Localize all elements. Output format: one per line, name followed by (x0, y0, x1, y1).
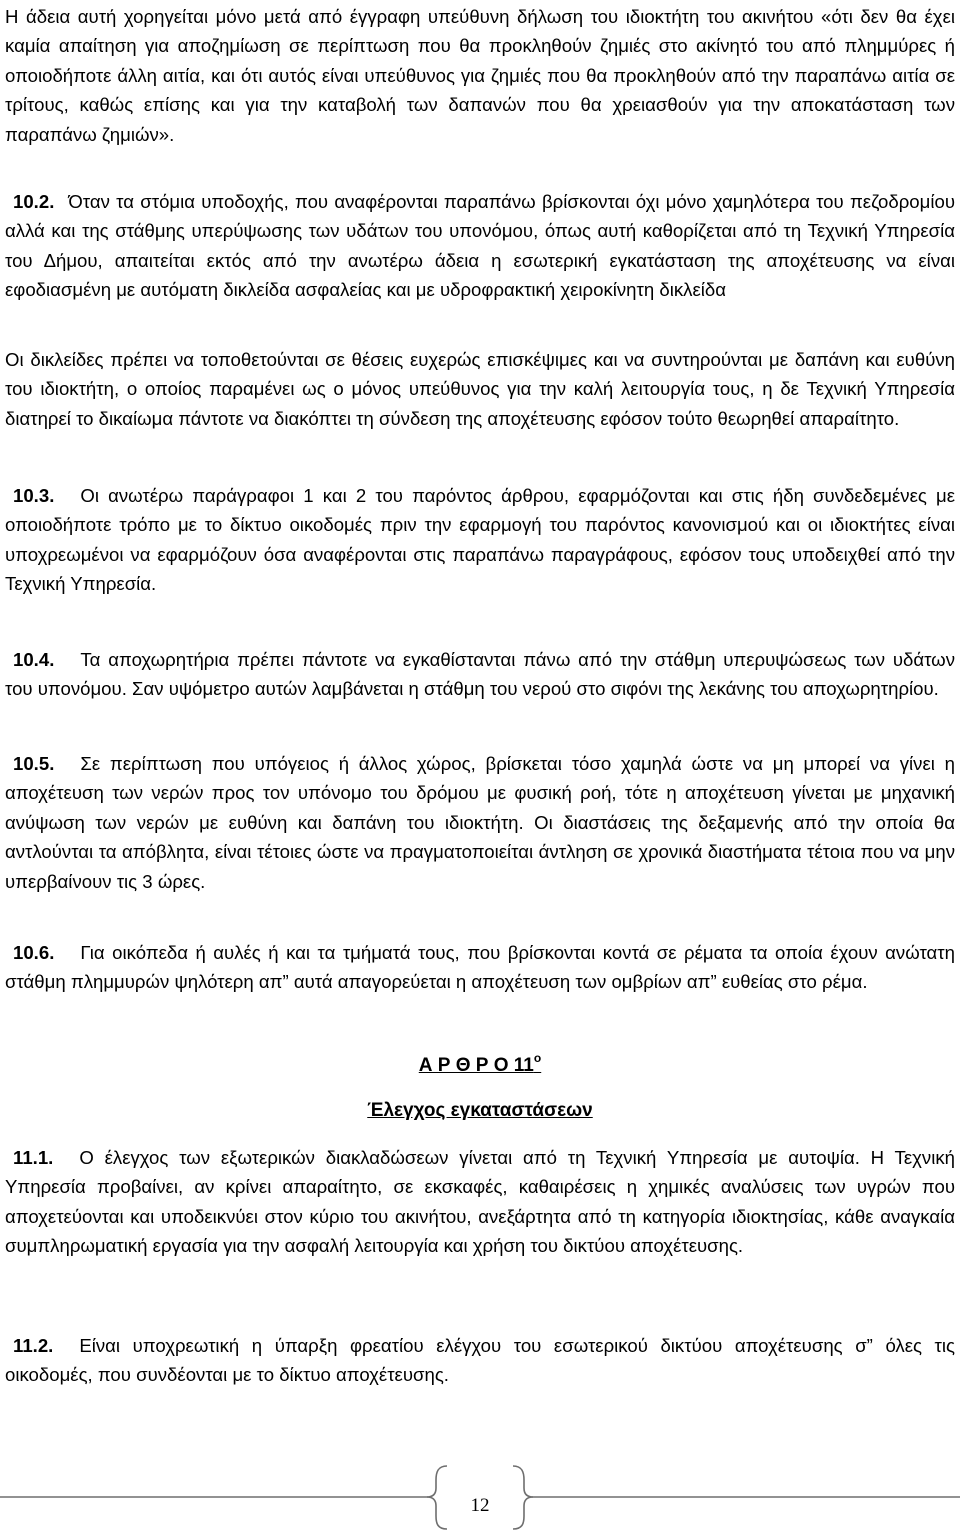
paragraph-11-2-text: Είναι υποχρεωτική η ύπαρξη φρεατίου ελέγχου του εσωτερικού δικτύου αποχέτευσης σ” όλες τις οικοδομές, που συνδέονται με το δίκτυο αποχέτευσης. (5, 1335, 955, 1386)
paragraph-10-6-text: Για οικόπεδα ή αυλές ή και τα τμήματά τους, που βρίσκονται κοντά σε ρέματα τα οποία έχουν ανώτατη στάθμη πλημμυρών ψηλότερη απ” αυτά απαγορεύεται η αποχέτευση των ομβρίων απ” ευθείας στο ρέμα. (5, 942, 955, 993)
page-number: 12 (470, 1495, 490, 1516)
paragraph-10-6 (5, 938, 955, 997)
paragraph-11-2 (5, 1331, 955, 1390)
paragraph-intro (5, 2, 955, 149)
paragraph-number: 10.5. (13, 753, 55, 774)
paragraph-10-2-text: Όταν τα στόμια υποδοχής, που αναφέρονται παραπάνω βρίσκονται όχι μόνο χαμηλότερα του πεζοδρομίου αλλά και της στάθμης υπερύψωσης των υδάτων του υπονόμου, όπως αυτή καθορίζεται από τη Τεχνική Υπηρεσία του Δήμου, απαιτείται εκτός από την ανωτέρω άδεια η εσωτερική εγκατάσταση της αποχέτευσης να είναι εφοδιασμένη με αυτόματη δικλείδα ασφαλείας και με υδροφρακτική χειροκίνητη δικλείδα (5, 191, 955, 301)
paragraph-11-1-text: Ο έλεγχος των εξωτερικών διακλαδώσεων γίνεται από τη Τεχνική Υπηρεσία με αυτοψία. Η Τεχνική Υπηρεσία προβαίνει, αν κρίνει απαραίτητο, σε εκσκαφές, καθαιρέσεις η χημικές αναλύσεις των υγρών που αποχετεύονται και υποδεικνύει στον κύριο του ακινήτου, ανεξάρτητα από τη κατηγορία ιδιοκτησίας, κάθε αναγκαία συμπληρωματική εργασία για την ασφαλή λειτουργία και χρήση του δικτύου αποχέτευσης. (5, 1147, 955, 1257)
paragraph-number: 11.1. (13, 1147, 54, 1168)
paragraph-number: 10.4. (13, 649, 55, 670)
paragraph-valves-text: Οι δικλείδες πρέπει να τοποθετούνται σε θέσεις ευχερώς επισκέψιμες και να συντηρούνται με δαπάνη και ευθύνη του ιδιοκτήτη, ο οποίος παραμένει ως ο μόνος υπεύθυνος για την καλή λειτουργία τους, η δε Τεχνική Υπηρεσία διατηρεί το δικαίωμα πάντοτε να διακόπτει τη σύνδεση της αποχέτευσης εφόσον τούτο θεωρηθεί απαραίτητο. (5, 349, 955, 429)
paragraph-intro-text: Η άδεια αυτή χορηγείται μόνο μετά από έγγραφη υπεύθυνη δήλωση του ιδιοκτήτη του ακινήτου «ότι δεν θα έχει καμία απαίτηση για αποζημίωση σε περίπτωση που θα προκληθούν ζημιές στο ακίνητό του από πλημμύρες ή οποιοδήποτε άλλη αιτία, και ότι αυτός είναι υπεύθυνος για ζημιές που θα προκληθούν από την παραπάνω αιτία σε τρίτους, καθώς επίσης και για την καταβολή των δαπανών που θα χρειασθούν για την αποκατάσταση των παραπάνω ζημιών». (5, 6, 955, 145)
article-title (0, 1044, 960, 1080)
section-title (0, 1096, 960, 1125)
paragraph-10-5-text: Σε περίπτωση που υπόγειος ή άλλος χώρος, βρίσκεται τόσο χαμηλά ώστε να μη μπορεί να γίνει η αποχέτευση των νερών προς τον υπόνομο του δρόμου με φυσική ροή, τότε η αποχέτευση γίνεται με μηχανική ανύψωση των νερών με ευθύνη και δαπάνη του ιδιοκτήτη. Οι διαστάσεις της δεξαμενής από την οποία θα αντλούνται τα απόβλητα, είναι τέτοιες ώστε να πραγματοποιείται άντληση σε χρονικά διαστήματα τέτοια που να μην υπερβαίνουν τις 3 ώρες. (5, 753, 955, 892)
paragraph-11-1 (5, 1143, 955, 1261)
paragraph-number: 10.2. (13, 191, 55, 212)
paragraph-10-2 (5, 187, 955, 305)
paragraph-10-5 (5, 749, 955, 896)
paragraph-10-4-text: Τα αποχωρητήρια πρέπει πάντοτε να εγκαθίστανται πάνω από την στάθμη υπερυψώσεως των υδάτων του υπονόμου. Σαν υψόμετρο αυτών λαμβάνεται η στάθμη του νερού στο σιφόνι της λεκάνης του αποχωρητηρίου. (5, 649, 955, 700)
paragraph-number: 11.2. (13, 1335, 54, 1356)
paragraph-10-4 (5, 645, 955, 704)
article-title-text: Α Ρ Θ Ρ Ο 11 (418, 1055, 534, 1076)
paragraph-number: 10.6. (13, 942, 55, 963)
article-title-superscript: ο (533, 1051, 542, 1065)
paragraph-10-3 (5, 481, 955, 599)
paragraph-10-3-text: Οι ανωτέρω παράγραφοι 1 και 2 του παρόντος άρθρου, εφαρμόζονται και στις ήδη συνδεδεμένες με οποιοδήποτε τρόπο με το δίκτυο οικοδομές πριν την εφαρμογή του παρόντος κανονισμού και οι ιδιοκτήτες είναι υποχρεωμένοι να εφαρμόζουν όσα αναφέρονται στις παραπάνω παραγράφους, εφόσον τους υποδειχθεί από την Τεχνική Υπηρεσία. (5, 485, 955, 595)
section-title-text: Έλεγχος εγκαταστάσεων (367, 1100, 593, 1121)
paragraph-number: 10.3. (13, 485, 55, 506)
paragraph-valves (5, 345, 955, 433)
